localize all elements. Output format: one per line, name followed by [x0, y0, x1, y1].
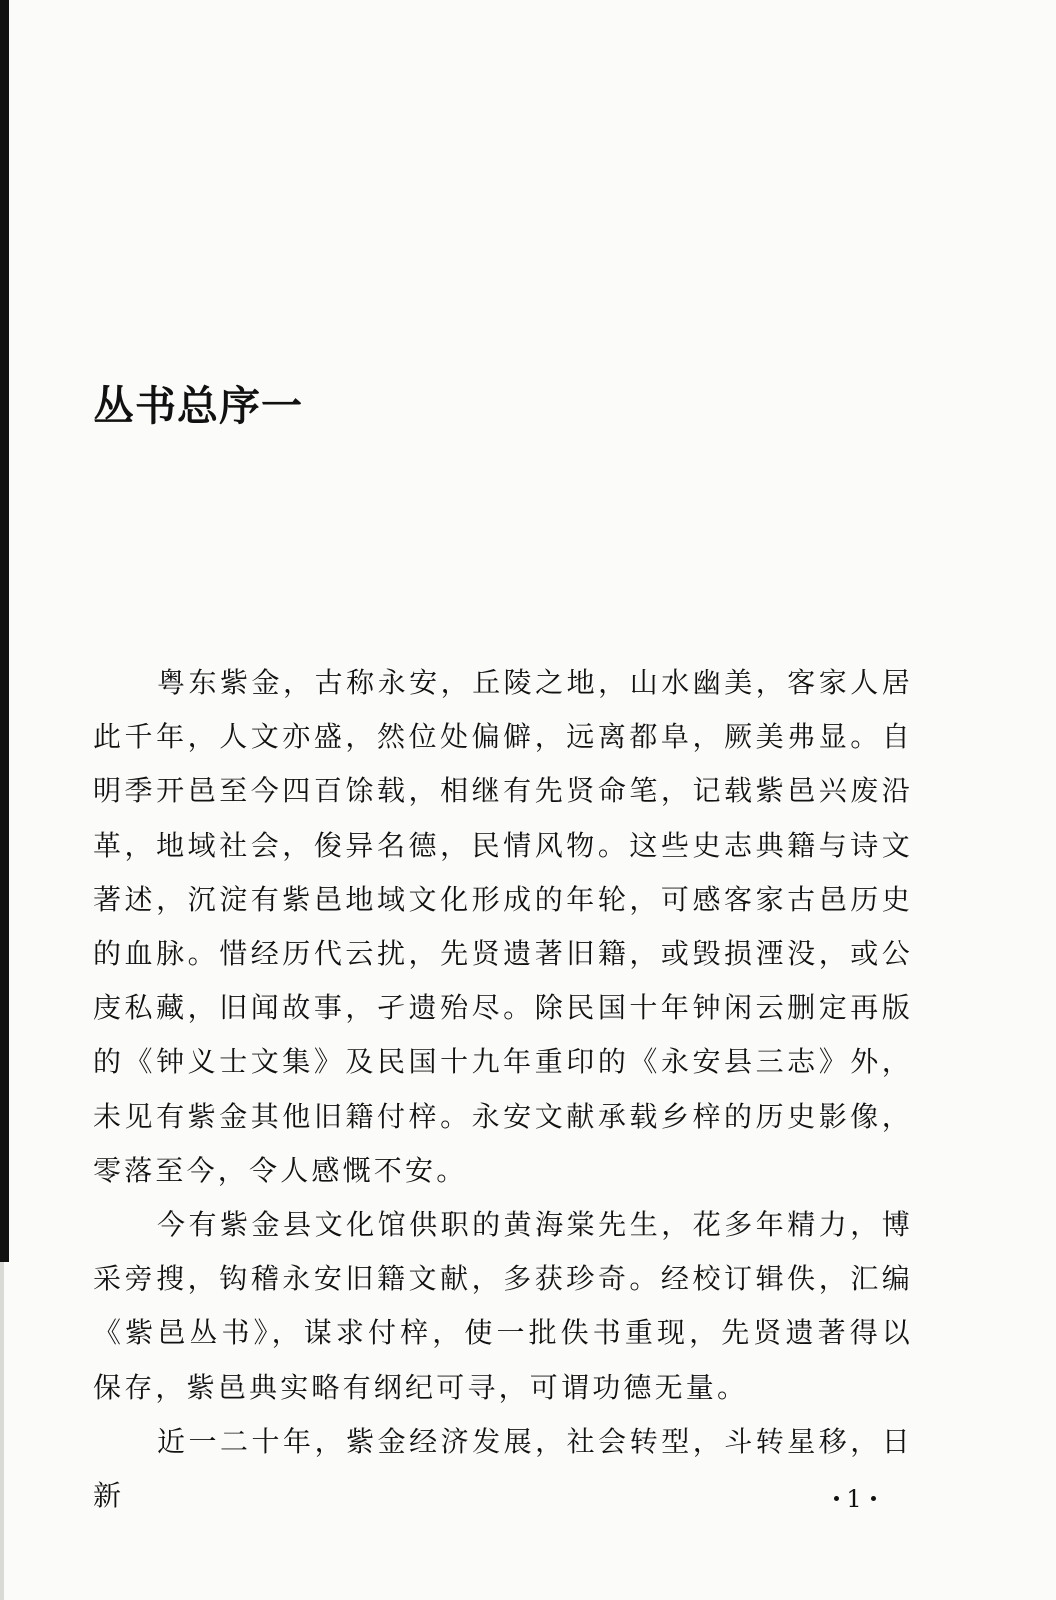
paragraph-2: 今有紫金县文化馆供职的黄海棠先生，花多年精力，博采旁搜，钩稽永安旧籍文献，多获珍奇。经校订辑佚，汇编《紫邑丛书》，谋求付梓，使一批佚书重现，先贤遗著得以保存，紫邑典实略有纲纪可寻，可谓功德无量。 [93, 1208, 913, 1404]
page-number-value: 1 [846, 1485, 864, 1513]
body-text [93, 656, 913, 1523]
page-number [820, 1484, 890, 1514]
page-number-dot-right [871, 1496, 876, 1501]
scan-edge-lower [0, 1262, 4, 1600]
paragraph-3: 近一二十年，紫金经济发展，社会转型，斗转星移，日新 [93, 1424, 913, 1513]
page-number-dot-left [834, 1496, 839, 1501]
page-title: 丛书总序一 [93, 382, 303, 430]
paragraph-1: 粤东紫金，古称永安，丘陵之地，山水幽美，客家人居此千年，人文亦盛，然位处偏僻，远离都阜，厥美弗显。自明季开邑至今四百馀载，相继有先贤命笔，记载紫邑兴废沿革，地域社会，俊异名德，民情风物。这些史志典籍与诗文著述，沉淀有紫邑地域文化形成的年轮，可感客家古邑历史的血脉。惜经历代云扰，先贤遗著旧籍，或毁损湮没，或公庋私藏，旧闻故事，孑遗殆尽。除民国十年钟闲云删定再版的《钟义士文集》及民国十九年重印的《永安县三志》外，未见有紫金其他旧籍付梓。永安文献承载乡梓的历史影像，零落至今，令人感慨不安。 [93, 666, 913, 1187]
scan-edge-shadow [0, 0, 9, 1262]
